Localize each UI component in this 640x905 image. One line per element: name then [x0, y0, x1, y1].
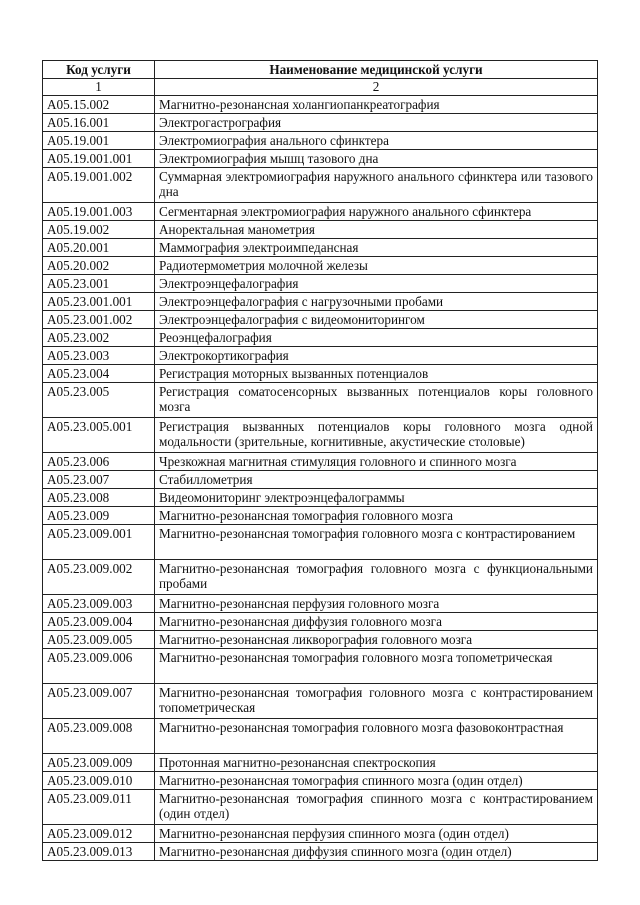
table-row	[43, 453, 598, 471]
service-code-cell: A05.23.001.002	[43, 311, 155, 329]
service-name-cell: Регистрация соматосенсорных вызванных потенциалов коры головного мозга	[155, 383, 598, 418]
column-number-row	[43, 79, 598, 96]
table-row	[43, 489, 598, 507]
service-name-cell: Магнитно-резонансная диффузия головного мозга	[155, 613, 598, 631]
service-name-cell: Аноректальная манометрия	[155, 221, 598, 239]
service-name-cell: Магнитно-резонансная томография головного мозга с контрастированием	[155, 525, 598, 560]
table-row	[43, 595, 598, 613]
service-code-cell: A05.23.008	[43, 489, 155, 507]
service-name-cell: Магнитно-резонансная ликворография головного мозга	[155, 631, 598, 649]
service-code-cell: A05.23.004	[43, 365, 155, 383]
table-row	[43, 168, 598, 203]
service-code-cell: A05.23.009.008	[43, 719, 155, 754]
service-name-cell: Магнитно-резонансная томография спинного мозга с контрастированием (один отдел)	[155, 790, 598, 825]
service-code-cell: A05.19.001.003	[43, 203, 155, 221]
table-header-row	[43, 61, 598, 79]
service-code-cell: A05.19.001.002	[43, 168, 155, 203]
table-row	[43, 347, 598, 365]
service-name-cell: Суммарная электромиография наружного анального сфинктера или тазового дна	[155, 168, 598, 203]
service-name-cell: Видеомониторинг электроэнцефалограммы	[155, 489, 598, 507]
service-code-cell: A05.23.009.010	[43, 772, 155, 790]
service-name-cell: Магнитно-резонансная томография спинного мозга (один отдел)	[155, 772, 598, 790]
service-code-cell: A05.23.009	[43, 507, 155, 525]
table-row	[43, 843, 598, 861]
service-code-cell: A05.15.002	[43, 96, 155, 114]
service-code-cell: A05.23.007	[43, 471, 155, 489]
service-code-cell: A05.19.001.001	[43, 150, 155, 168]
service-code-cell: A05.23.009.013	[43, 843, 155, 861]
service-code-cell: A05.19.001	[43, 132, 155, 150]
column-header-code: Код услуги	[43, 61, 155, 79]
service-name-cell: Электромиография анального сфинктера	[155, 132, 598, 150]
service-name-cell: Стабиллометрия	[155, 471, 598, 489]
column-number-1: 1	[43, 79, 155, 96]
service-name-cell: Магнитно-резонансная томография головного мозга	[155, 507, 598, 525]
service-code-cell: A05.23.005	[43, 383, 155, 418]
table-row	[43, 114, 598, 132]
service-code-cell: A05.23.005.001	[43, 418, 155, 453]
table-row	[43, 150, 598, 168]
table-row	[43, 649, 598, 684]
table-body	[43, 96, 598, 861]
service-code-cell: A05.23.009.001	[43, 525, 155, 560]
table-row	[43, 132, 598, 150]
table-row	[43, 221, 598, 239]
table-row	[43, 631, 598, 649]
service-code-cell: A05.23.009.011	[43, 790, 155, 825]
table-row	[43, 525, 598, 560]
service-name-cell: Электроэнцефалография	[155, 275, 598, 293]
table-row	[43, 275, 598, 293]
service-code-cell: A05.20.001	[43, 239, 155, 257]
service-name-cell: Электроэнцефалография с нагрузочными пробами	[155, 293, 598, 311]
services-table	[42, 60, 598, 861]
service-code-cell: A05.23.001	[43, 275, 155, 293]
table-row	[43, 754, 598, 772]
service-code-cell: A05.19.002	[43, 221, 155, 239]
service-code-cell: A05.23.009.006	[43, 649, 155, 684]
service-name-cell: Маммография электроимпедансная	[155, 239, 598, 257]
table-row	[43, 96, 598, 114]
table-row	[43, 560, 598, 595]
service-name-cell: Магнитно-резонансная перфузия головного мозга	[155, 595, 598, 613]
table-row	[43, 507, 598, 525]
service-name-cell: Сегментарная электромиография наружного анального сфинктера	[155, 203, 598, 221]
table-row	[43, 719, 598, 754]
service-name-cell: Реоэнцефалография	[155, 329, 598, 347]
service-name-cell: Электрогастрография	[155, 114, 598, 132]
service-name-cell: Магнитно-резонансная томография головного мозга с контрастированием топометрическая	[155, 684, 598, 719]
service-code-cell: A05.16.001	[43, 114, 155, 132]
service-code-cell: A05.23.003	[43, 347, 155, 365]
table-row	[43, 293, 598, 311]
service-code-cell: A05.23.009.002	[43, 560, 155, 595]
service-code-cell: A05.23.001.001	[43, 293, 155, 311]
service-name-cell: Магнитно-резонансная диффузия спинного мозга (один отдел)	[155, 843, 598, 861]
table-row	[43, 471, 598, 489]
service-code-cell: A05.23.009.004	[43, 613, 155, 631]
table-row	[43, 329, 598, 347]
table-row	[43, 203, 598, 221]
service-code-cell: A05.23.009.009	[43, 754, 155, 772]
table-row	[43, 383, 598, 418]
service-name-cell: Магнитно-резонансная томография головного мозга топометрическая	[155, 649, 598, 684]
table-row	[43, 772, 598, 790]
service-code-cell: A05.23.009.005	[43, 631, 155, 649]
table-row	[43, 418, 598, 453]
service-name-cell: Магнитно-резонансная перфузия спинного мозга (один отдел)	[155, 825, 598, 843]
service-code-cell: A05.23.006	[43, 453, 155, 471]
table-row	[43, 257, 598, 275]
service-name-cell: Электромиография мышц тазового дна	[155, 150, 598, 168]
service-name-cell: Электрокортикография	[155, 347, 598, 365]
service-name-cell: Радиотермометрия молочной железы	[155, 257, 598, 275]
table-row	[43, 790, 598, 825]
table-row	[43, 311, 598, 329]
service-name-cell: Регистрация вызванных потенциалов коры головного мозга одной модальности (зрительные, когнитивные, акустические столовые)	[155, 418, 598, 453]
table-row	[43, 613, 598, 631]
service-code-cell: A05.20.002	[43, 257, 155, 275]
table-row	[43, 239, 598, 257]
column-header-name: Наименование медицинской услуги	[155, 61, 598, 79]
service-name-cell: Регистрация моторных вызванных потенциалов	[155, 365, 598, 383]
service-code-cell: A05.23.009.003	[43, 595, 155, 613]
service-name-cell: Магнитно-резонансная томография головного мозга фазовоконтрастная	[155, 719, 598, 754]
service-name-cell: Магнитно-резонансная томография головного мозга с функциональными пробами	[155, 560, 598, 595]
column-number-2: 2	[155, 79, 598, 96]
service-name-cell: Электроэнцефалография с видеомониторингом	[155, 311, 598, 329]
service-name-cell: Чрезкожная магнитная стимуляция головного и спинного мозга	[155, 453, 598, 471]
table-row	[43, 365, 598, 383]
table-row	[43, 684, 598, 719]
table-row	[43, 825, 598, 843]
service-code-cell: A05.23.002	[43, 329, 155, 347]
service-name-cell: Протонная магнитно-резонансная спектроскопия	[155, 754, 598, 772]
service-name-cell: Магнитно-резонансная холангиопанкреатография	[155, 96, 598, 114]
service-code-cell: A05.23.009.012	[43, 825, 155, 843]
service-code-cell: A05.23.009.007	[43, 684, 155, 719]
